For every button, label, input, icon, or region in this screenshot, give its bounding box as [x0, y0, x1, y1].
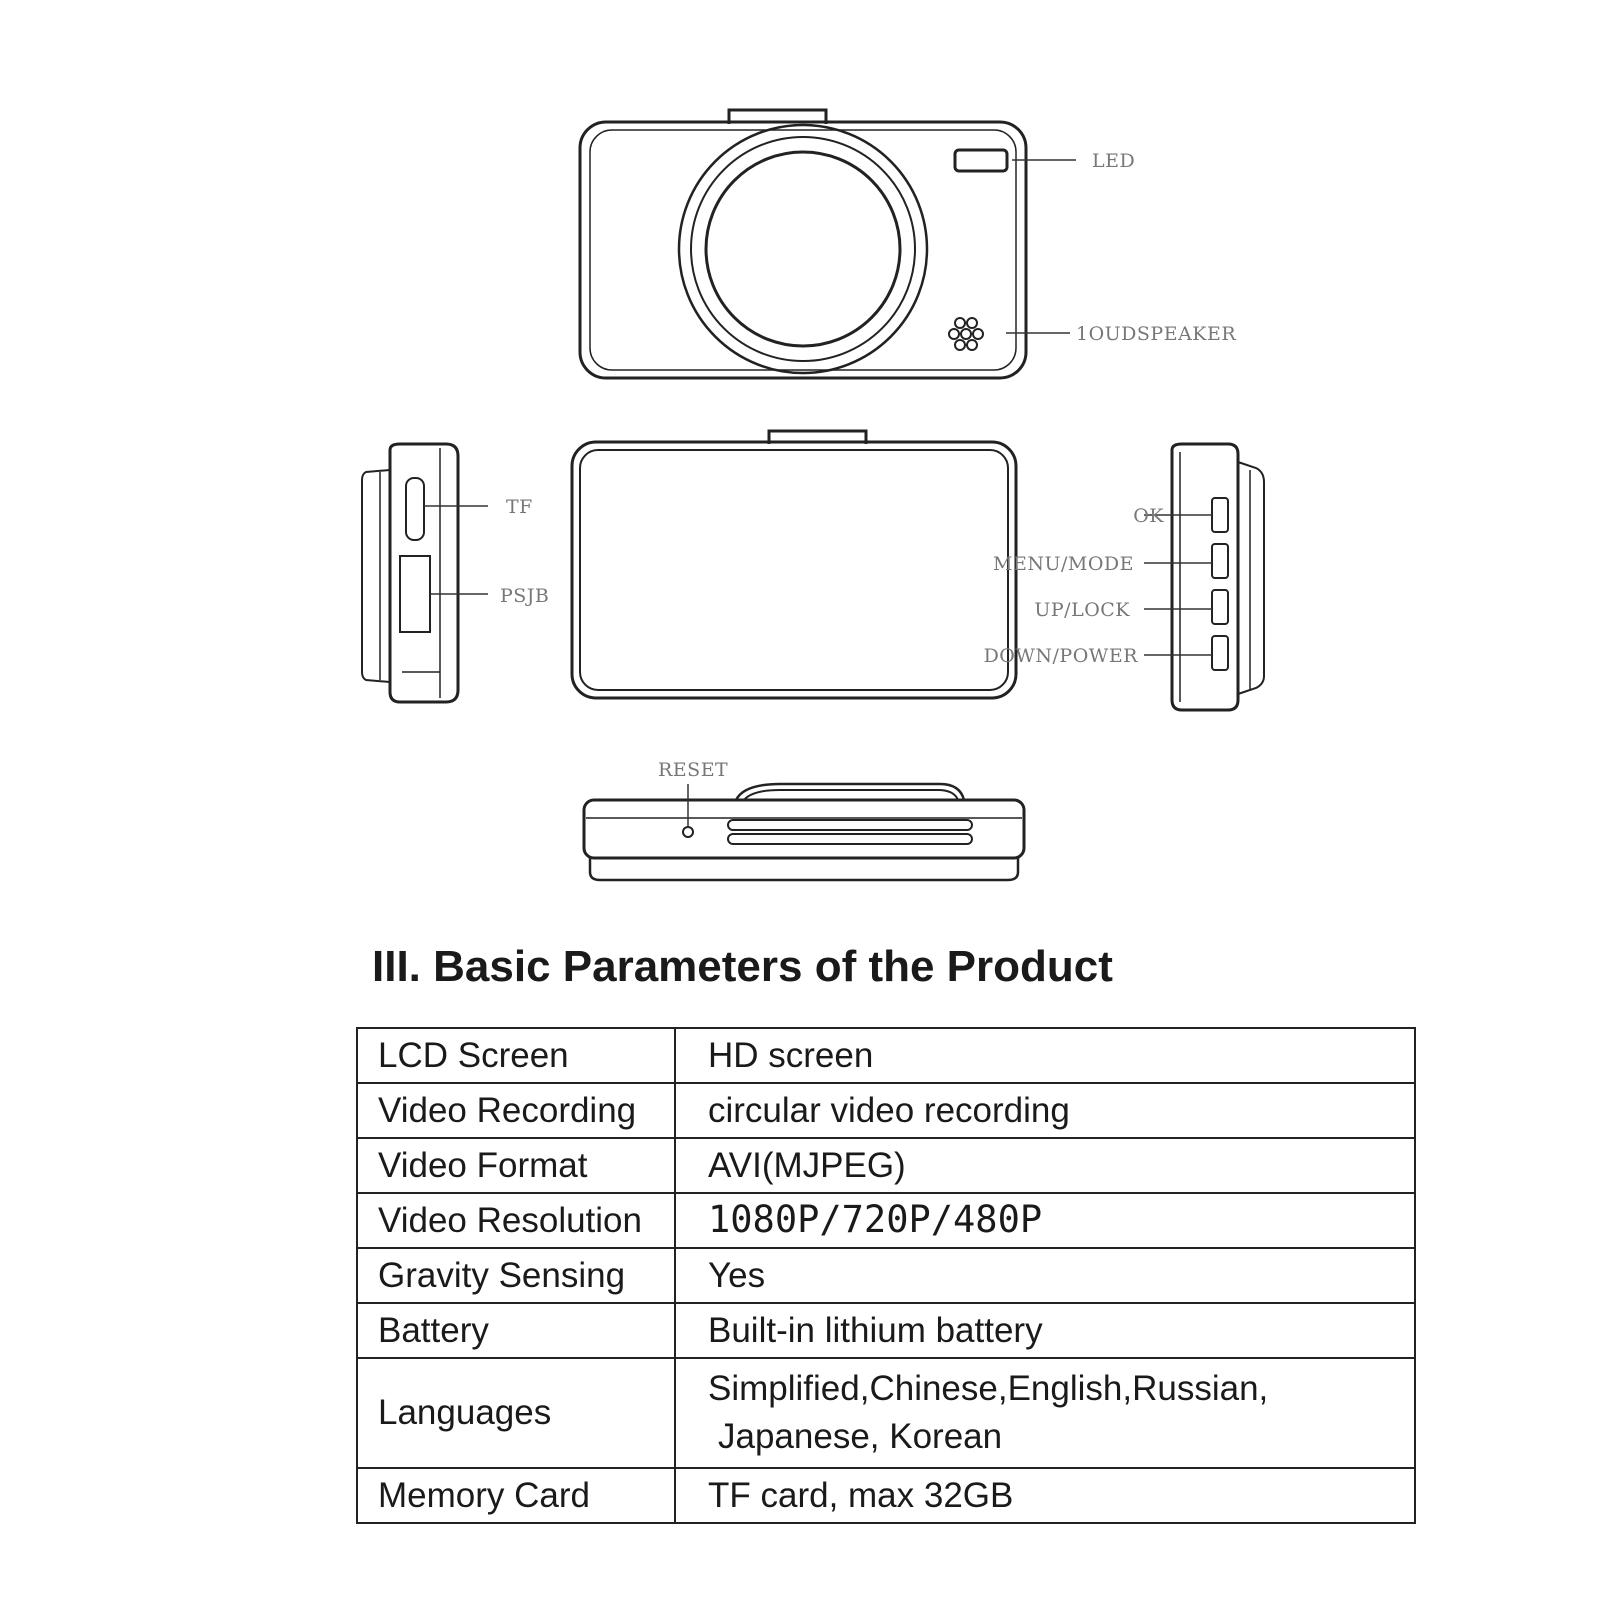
param-value: circular video recording — [675, 1083, 1415, 1138]
table-row — [357, 1358, 1415, 1468]
left-side-view — [362, 444, 549, 702]
lens — [706, 152, 900, 346]
param-value: Yes — [675, 1248, 1415, 1303]
param-value-line-2: Japanese, Korean — [718, 1417, 1003, 1456]
tf-slot — [406, 478, 424, 540]
param-key: Video Format — [357, 1138, 675, 1193]
led-light — [955, 150, 1007, 171]
param-value: HD screen — [675, 1028, 1415, 1083]
reset-label: RESET — [658, 759, 729, 781]
reset-hole — [683, 827, 693, 837]
table-row — [357, 1193, 1415, 1248]
param-value: TF card, max 32GB — [675, 1468, 1415, 1523]
param-value: AVI(MJPEG) — [675, 1138, 1415, 1193]
menu-mode-button — [1212, 544, 1228, 578]
psjb-port — [400, 556, 430, 632]
lens-ring — [679, 125, 927, 373]
section-title: III. Basic Parameters of the Product — [372, 942, 1113, 991]
vent-bottom — [728, 834, 972, 844]
table-row — [357, 1468, 1415, 1523]
back-view — [572, 431, 1016, 698]
led-label: LED — [1092, 150, 1136, 172]
param-key: Memory Card — [357, 1468, 675, 1523]
param-key: Languages — [357, 1358, 675, 1468]
param-value — [675, 1358, 1415, 1468]
menu-mode-label: MENU/MODE — [993, 553, 1134, 575]
loudspeaker-label: 1OUDSPEAKER — [1076, 323, 1237, 345]
param-key: Video Recording — [357, 1083, 675, 1138]
param-value: Built-in lithium battery — [675, 1303, 1415, 1358]
ok-button — [1212, 498, 1228, 532]
table-row — [357, 1248, 1415, 1303]
table-row — [357, 1138, 1415, 1193]
right-side-view — [984, 444, 1264, 710]
up-lock-label: UP/LOCK — [1034, 599, 1130, 621]
param-key: LCD Screen — [357, 1028, 675, 1083]
param-key: Video Resolution — [357, 1193, 675, 1248]
table-row — [357, 1303, 1415, 1358]
down-power-button — [1212, 636, 1228, 670]
bottom-view — [584, 759, 1024, 880]
speaker-icon — [949, 318, 983, 350]
up-lock-button — [1212, 590, 1228, 624]
parameters-table — [356, 1027, 1416, 1524]
down-power-label: DOWN/POWER — [983, 645, 1138, 667]
param-value-line-1: Simplified,Chinese,English,Russian, — [708, 1369, 1269, 1409]
vent-top — [728, 820, 972, 830]
table-row — [357, 1083, 1415, 1138]
tf-label: TF — [506, 496, 533, 518]
psjb-label: PSJB — [500, 585, 550, 607]
ok-label: OK — [1133, 505, 1164, 527]
param-key: Gravity Sensing — [357, 1248, 675, 1303]
front-view — [580, 110, 1236, 378]
lcd-screen — [580, 450, 1008, 690]
param-key: Battery — [357, 1303, 675, 1358]
param-value: 1080P/720P/480P — [675, 1193, 1415, 1248]
table-row — [357, 1028, 1415, 1083]
